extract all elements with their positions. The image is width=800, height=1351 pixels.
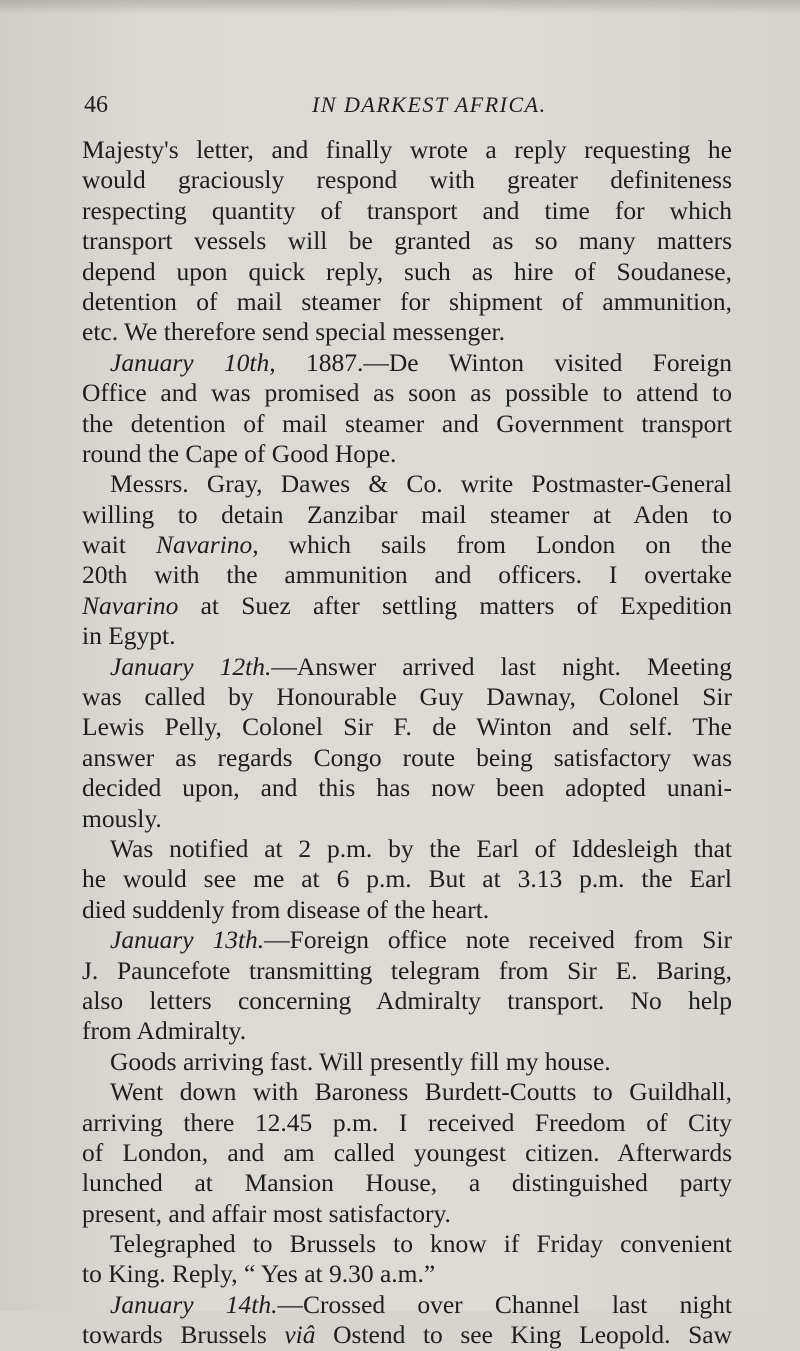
text-run: Majesty's letter, and finally wrote a reply requesting he xyxy=(82,135,732,164)
text-line xyxy=(82,1016,732,1046)
body-text xyxy=(82,135,732,1351)
text-run: in Egypt. xyxy=(82,621,176,651)
text-line xyxy=(82,1138,732,1168)
text-run: Office and was promised as soon as possible to attend to xyxy=(82,378,732,408)
text-run: Goods arriving fast. Will presently fill my house. xyxy=(110,1046,611,1076)
text-line xyxy=(82,1290,732,1320)
text-run: —Answer arrived last night. Meeting xyxy=(271,651,732,681)
italic-run: Navarino xyxy=(82,590,179,620)
text-run: would graciously respond with greater definiteness xyxy=(82,165,732,195)
text-line xyxy=(82,804,732,834)
text-line xyxy=(82,743,732,773)
text-line xyxy=(82,135,732,165)
text-run: 20th with the ammunition and officers. I overtake xyxy=(82,560,732,590)
text-line xyxy=(82,1108,732,1138)
text-run: depend upon quick reply, such as hire of Soudanese, xyxy=(82,256,732,286)
text-line xyxy=(82,591,732,621)
text-run: died suddenly from disease of the heart. xyxy=(82,894,490,924)
page-header xyxy=(0,92,800,128)
text-run: —Crossed over Channel last night xyxy=(277,1289,732,1319)
running-head: IN DARKEST AFRICA. xyxy=(312,92,547,117)
text-run: answer as regards Congo route being satisfactory was xyxy=(82,742,732,772)
text-line xyxy=(82,834,732,864)
text-line xyxy=(82,621,732,651)
text-line xyxy=(82,1199,732,1229)
text-run: Lewis Pelly, Colonel Sir F. de Winton and self. The xyxy=(82,712,732,742)
text-line xyxy=(82,409,732,439)
text-line xyxy=(82,560,732,590)
text-line xyxy=(82,1229,732,1259)
page-edge-shadow xyxy=(0,0,800,14)
text-line xyxy=(82,348,732,378)
text-run: mously. xyxy=(82,803,162,833)
text-run: decided upon, and this has now been adopted unani- xyxy=(82,773,732,803)
text-line xyxy=(82,1077,732,1107)
text-run: which sails from London on the xyxy=(258,530,733,560)
text-line xyxy=(82,1047,732,1077)
text-run: Telegraphed to Brussels to know if Friday convenient xyxy=(110,1229,732,1259)
text-run: Messrs. Gray, Dawes & Co. write Postmaster-General xyxy=(110,469,732,499)
text-line xyxy=(82,682,732,712)
text-line xyxy=(82,1168,732,1198)
text-line xyxy=(82,196,732,226)
text-run: Was notified at 2 p.m. by the Earl of Iddesleigh that xyxy=(110,833,732,863)
text-run: J. Pauncefote transmitting telegram from Sir E. Baring, xyxy=(82,955,732,985)
text-run: Ostend to see King Leopold. Saw xyxy=(315,1320,732,1350)
text-run: towards Brussels xyxy=(82,1320,285,1350)
italic-run: January 10th, xyxy=(110,347,276,377)
text-run: etc. We therefore send special messenger. xyxy=(82,317,506,347)
text-line xyxy=(82,469,732,499)
text-line xyxy=(82,257,732,287)
text-run: the detention of mail steamer and Government transport xyxy=(82,408,732,438)
text-run: lunched at Mansion House, a distinguished party xyxy=(82,1168,732,1198)
text-line xyxy=(82,439,732,469)
text-run: he would see me at 6 p.m. But at 3.13 p.m. the Earl xyxy=(82,864,732,894)
text-run: to King. Reply, “ Yes at 9.30 a.m.” xyxy=(82,1259,436,1289)
text-run: from Admiralty. xyxy=(82,1016,247,1046)
italic-run: January 14th. xyxy=(110,1289,278,1319)
text-line xyxy=(82,287,732,317)
text-run: respecting quantity of transport and time for which xyxy=(82,195,732,225)
text-run: round the Cape of Good Hope. xyxy=(82,438,397,468)
text-run: detention of mail steamer for shipment of ammunition, xyxy=(82,286,732,316)
text-line xyxy=(82,773,732,803)
text-line xyxy=(82,317,732,347)
text-run: of London, and am called youngest citizen. Afterwards xyxy=(82,1137,732,1167)
text-run: Went down with Baroness Burdett-Coutts to Guildhall, xyxy=(110,1077,732,1107)
text-line xyxy=(82,895,732,925)
text-line xyxy=(82,530,732,560)
text-run: —Foreign office note received from Sir xyxy=(264,925,732,955)
text-line xyxy=(82,986,732,1016)
italic-run: January 12th. xyxy=(110,651,272,681)
text-run: arriving there 12.45 p.m. I received Freedom of City xyxy=(82,1107,732,1137)
text-run: also letters concerning Admiralty transport. No help xyxy=(82,985,732,1015)
text-line xyxy=(82,1320,732,1350)
text-line xyxy=(82,712,732,742)
text-line xyxy=(82,652,732,682)
text-run: present, and affair most satisfactory. xyxy=(82,1198,451,1228)
text-line xyxy=(82,864,732,894)
text-line xyxy=(82,226,732,256)
text-run: transport vessels will be granted as so many matters xyxy=(82,226,732,256)
text-run: was called by Honourable Guy Dawnay, Colonel Sir xyxy=(82,682,732,712)
text-line xyxy=(82,925,732,955)
italic-run: viâ xyxy=(284,1320,316,1350)
text-run: wait xyxy=(82,530,156,560)
page-number: 46 xyxy=(84,92,108,118)
text-run: 1887.—De Winton visited Foreign xyxy=(275,347,733,377)
italic-run: January 13th. xyxy=(110,925,265,955)
text-line xyxy=(82,500,732,530)
text-line xyxy=(82,165,732,195)
text-line xyxy=(82,956,732,986)
text-run: willing to detain Zanzibar mail steamer at Aden to xyxy=(82,499,732,529)
text-run: at Suez after settling matters of Expedition xyxy=(178,590,732,620)
text-line xyxy=(82,1259,732,1289)
text-line xyxy=(82,378,732,408)
italic-run: Navarino, xyxy=(155,530,259,560)
